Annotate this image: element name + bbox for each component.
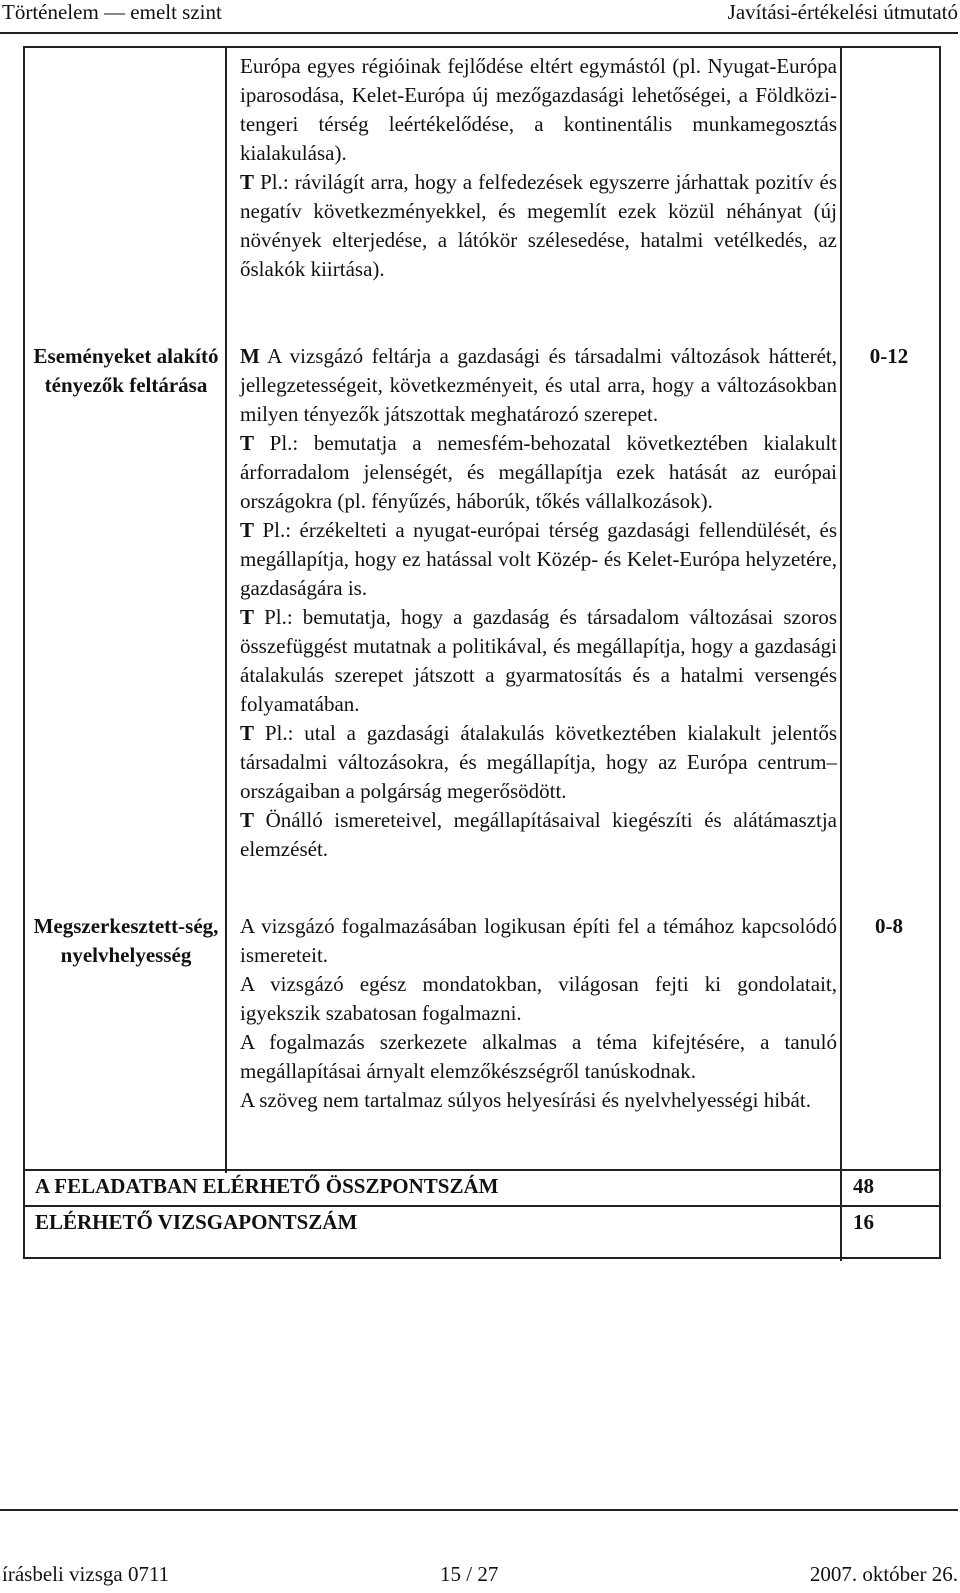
structure-paragraph-1: A vizsgázó fogalmazásában logikusan építi fel a témához kapcsolódó ismereteit.: [240, 914, 837, 967]
header-divider: [0, 32, 958, 34]
t-mark: T: [240, 431, 255, 455]
exam-total-value: 16: [853, 1210, 874, 1234]
t-paragraph-1: T Pl.: bemutatja a nemesfém-behozatal következtében kialakult árforradalom jelenségét, és megállapítja ezek hatását az európai országokra (pl. fényűzés, háborúk, tőkés vállalkozások).: [240, 431, 838, 513]
t-mark: T: [240, 170, 255, 194]
footer-date: 2007. október 26.: [809, 1562, 958, 1586]
footer-page-number: 15 / 27: [440, 1562, 499, 1586]
structure-paragraph-4: A szöveg nem tartalmaz súlyos helyesírási és nyelvhelyességi hibát.: [240, 1088, 811, 1112]
score-factors: 0-12: [869, 344, 909, 368]
exam-total-label: ELÉRHETŐ VIZSGAPONTSZÁM: [35, 1210, 358, 1234]
m-mark: M: [240, 344, 260, 368]
t-paragraph-3: T Pl.: bemutatja, hogy a gazdaság és társadalom változásai szoros összefüggést mutatnak a politikával, és megállapítja, hogy a gazdasági átalakulás szerepet játszott a gyarmatosítás és a hatalmi versengés folyamatában.: [240, 605, 837, 716]
task-total-label: A FELADATBAN ELÉRHETŐ ÖSSZPONTSZÁM: [35, 1174, 499, 1198]
t-paragraph-5: T Önálló ismereteivel, megállapításaival kiegészíti és alátámasztja elemzését.: [240, 808, 837, 861]
score-structure: 0-8: [875, 914, 903, 938]
intro-paragraph: Európa egyes régióinak fejlődése eltért egymástól (pl. Nyugat-Európa iparosodása, Kelet-Európa új mezőgazdasági lehetőségei, a Földközi-tengeri térség leértékelődése, a kontinentális munkamegosztás kialakulása).: [240, 54, 837, 165]
t-mark: T: [240, 808, 255, 832]
structure-paragraph-3: A fogalmazás szerkezete alkalmas a téma kifejtésére, a tanuló megállapításai árnyalt elemzőkészségről tanúskodnak.: [240, 1030, 837, 1083]
criteria-structure: [240, 912, 837, 1115]
task-total-value: 48: [853, 1174, 874, 1198]
page-header: [0, 0, 960, 34]
header-subject: Történelem — emelt szint: [2, 0, 222, 24]
col-divider-2: [840, 48, 842, 1261]
structure-paragraph-2: A vizsgázó egész mondatokban, világosan fejti ki gondolatait, igyekszik szabatosan fogalmazni.: [240, 972, 837, 1025]
t-paragraph-4: T Pl.: utal a gazdasági átalakulás következtében kialakult jelentős társadalmi változásokra, és megállapítja, hogy az Európa centrum–országaiban a polgárság megerősödött.: [240, 721, 837, 803]
row-label-factors: Eseményeket alakító tényezők feltárása: [33, 344, 219, 397]
m-paragraph: M A vizsgázó feltárja a gazdasági és társadalmi változások hátterét, jellegzetességeit, következményeit, és utal arra, hogy a változásokban milyen tényezők játszottak meghatározó szerepet.: [240, 344, 838, 426]
criteria-intro: [240, 52, 837, 284]
header-guide-title: Javítási-értékelési útmutató: [727, 0, 958, 24]
row-label-structure: Megszerkesztett-ség, nyelvhelyesség: [33, 914, 219, 967]
footer-exam-code: írásbeli vizsga 0711: [2, 1562, 170, 1586]
t-mark: T: [240, 605, 255, 629]
t-mark: T: [240, 721, 255, 745]
t-paragraph-2: T Pl.: érzékelteti a nyugat-európai térség gazdasági fellendülését, és megállapítja, hogy ez hatással volt Közép- és Kelet-Európa helyzetére, gazdaságára is.: [240, 518, 838, 600]
t-mark: T: [240, 518, 255, 542]
intro-t-paragraph: T Pl.: rávilágít arra, hogy a felfedezések egyszerre járhattak pozitív és negatív következményekkel, és megemlít ezek közül néhányat (új növények elterjedése, a látókör szélesedése, hatalmi vetélkedés, az őslakók kiirtása).: [240, 170, 838, 281]
footer-divider: [0, 1509, 958, 1511]
criteria-factors: [240, 342, 837, 864]
col-divider-1: [225, 48, 227, 1173]
scoring-table: [23, 46, 941, 1259]
